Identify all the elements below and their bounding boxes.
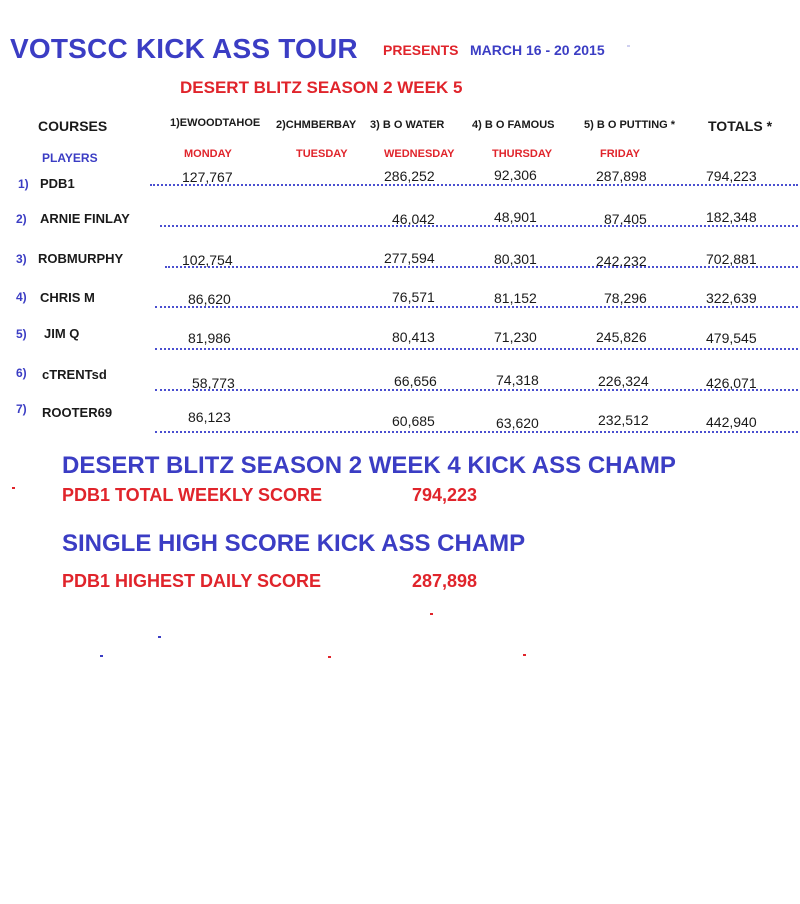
course5-header: 5) B O PUTTING * <box>584 119 676 131</box>
score-thu: 92,306 <box>494 167 537 183</box>
champ-score: 794,223 <box>412 485 478 505</box>
score-fri: 226,324 <box>598 373 649 389</box>
row-divider <box>160 225 798 227</box>
score-wed: 80,413 <box>392 329 435 345</box>
scan-speck <box>158 636 161 638</box>
player-name: PDB1 <box>40 176 75 191</box>
row-number: 5) <box>16 327 27 341</box>
course4-header: 4) B O FAMOUS <box>472 119 555 131</box>
high-score-value: 287,898 <box>412 571 478 591</box>
score-mon: 81,986 <box>188 330 231 346</box>
day-monday: MONDAY <box>184 148 232 160</box>
course3-header: 3) B O WATER <box>370 119 445 131</box>
score-total: 442,940 <box>706 414 757 430</box>
player-name: ROBMURPHY <box>38 251 124 266</box>
score-mon: 86,123 <box>188 409 231 425</box>
scan-speck <box>430 613 433 615</box>
scan-speck <box>627 45 630 47</box>
player-name: cTRENTsd <box>42 367 107 382</box>
champ-heading: DESERT BLITZ SEASON 2 WEEK 4 KICK ASS CHAMP <box>62 452 676 479</box>
score-wed: 46,042 <box>392 211 435 227</box>
row-divider <box>150 184 798 186</box>
score-thu: 80,301 <box>494 251 537 267</box>
day-friday: FRIDAY <box>600 148 640 160</box>
score-mon: 58,773 <box>192 375 235 391</box>
score-fri: 245,826 <box>596 329 647 345</box>
scan-speck <box>328 656 331 658</box>
champ-label: PDB1 TOTAL WEEKLY SCORE <box>62 485 323 505</box>
page-title: VOTSCC KICK ASS TOUR <box>10 33 358 64</box>
high-score-label: PDB1 HIGHEST DAILY SCORE <box>62 571 322 591</box>
score-mon: 86,620 <box>188 291 231 307</box>
row-divider <box>165 266 798 268</box>
score-fri: 232,512 <box>598 412 649 428</box>
score-fri: 287,898 <box>596 168 647 184</box>
row-number: 2) <box>16 212 27 226</box>
score-mon: 127,767 <box>182 169 233 185</box>
score-wed: 76,571 <box>392 289 435 305</box>
player-name: CHRIS M <box>40 290 95 305</box>
course2-header: 2)CHMBERBAY <box>276 119 357 131</box>
score-thu: 81,152 <box>494 290 537 306</box>
score-wed: 286,252 <box>384 168 435 184</box>
event-dates: MARCH 16 - 20 2015 <box>470 42 605 58</box>
player-name: ARNIE FINLAY <box>40 211 130 226</box>
score-fri: 78,296 <box>604 290 647 306</box>
score-total: 182,348 <box>706 209 757 225</box>
score-total: 322,639 <box>706 290 757 306</box>
player-name: ROOTER69 <box>42 405 113 420</box>
score-wed: 277,594 <box>384 250 435 266</box>
row-divider <box>155 306 798 308</box>
totals-header: TOTALS * <box>708 118 773 134</box>
scan-speck <box>523 654 526 656</box>
score-thu: 63,620 <box>496 415 539 431</box>
score-total: 426,071 <box>706 375 757 391</box>
day-tuesday: TUESDAY <box>296 148 348 160</box>
row-divider <box>155 389 798 391</box>
course1-header <box>170 117 260 129</box>
row-number: 4) <box>16 290 27 304</box>
score-fri: 242,232 <box>596 253 647 269</box>
course1-label: 1)EWOODTAHOE <box>170 117 261 129</box>
scan-speck <box>12 487 15 489</box>
score-total: 479,545 <box>706 330 757 346</box>
score-mon: 102,754 <box>182 252 233 268</box>
row-divider <box>155 348 798 350</box>
score-total: 702,881 <box>706 251 757 267</box>
score-wed: 60,685 <box>392 413 435 429</box>
score-thu: 48,901 <box>494 209 537 225</box>
day-wednesday: WEDNESDAY <box>384 148 455 160</box>
score-fri: 87,405 <box>604 211 647 227</box>
courses-header: COURSES <box>38 118 108 134</box>
day-thursday: THURSDAY <box>492 148 553 160</box>
row-divider <box>155 431 798 433</box>
player-name: JIM Q <box>44 326 80 341</box>
score-thu: 74,318 <box>496 372 539 388</box>
score-thu: 71,230 <box>494 329 537 345</box>
players-header: PLAYERS <box>42 151 98 165</box>
score-total: 794,223 <box>706 168 757 184</box>
row-number: 3) <box>16 252 27 266</box>
high-score-heading: SINGLE HIGH SCORE KICK ASS CHAMP <box>62 530 526 557</box>
row-number: 6) <box>16 366 27 380</box>
presents-label: PRESENTS <box>383 42 459 58</box>
row-number: 1) <box>18 177 29 191</box>
row-number: 7) <box>16 402 27 416</box>
event-subtitle: DESERT BLITZ SEASON 2 WEEK 5 <box>180 78 463 97</box>
score-wed: 66,656 <box>394 373 437 389</box>
scan-speck <box>100 655 103 657</box>
